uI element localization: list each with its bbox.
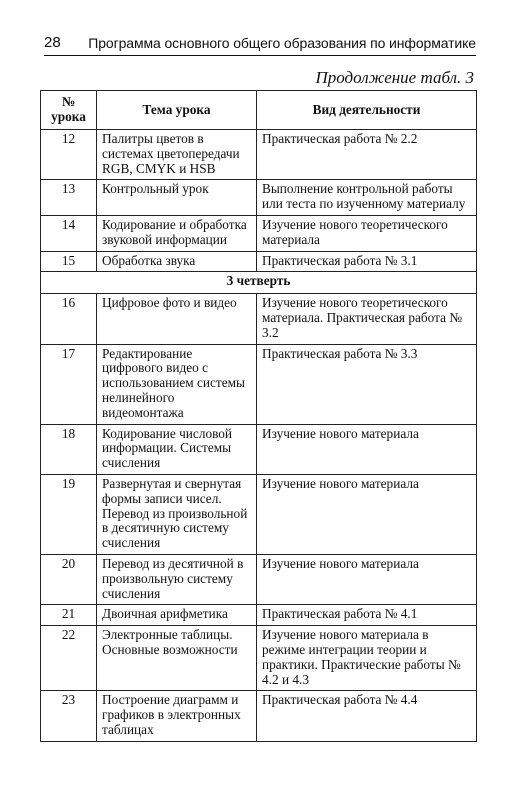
table-row	[41, 344, 477, 424]
lesson-number-cell: 21	[41, 605, 97, 626]
running-title: Программа основного общего образования по информатике	[88, 35, 476, 51]
lesson-topic-cell: Развернутая и свернутая формы записи чисел. Перевод из произвольной в десятичную систему счисления	[97, 474, 257, 554]
table-row	[41, 424, 477, 474]
lesson-topic-cell: Перевод из десятичной в произвольную систему счисления	[97, 554, 257, 604]
table-header-row	[41, 91, 477, 130]
column-header-topic: Тема урока	[97, 91, 257, 130]
table-body	[41, 130, 477, 742]
lesson-activity-cell: Изучение нового материала в режиме интеграции теории и практики. Практические работы № 4.2 и 4.3	[257, 626, 477, 691]
quarter-row	[41, 272, 477, 294]
lesson-activity-cell: Практическая работа № 4.4	[257, 691, 477, 741]
lesson-number-cell: 13	[41, 180, 97, 216]
table-row	[41, 605, 477, 626]
lesson-topic-cell: Электронные таблицы. Основные возможности	[97, 626, 257, 691]
lesson-topic-cell: Цифровое фото и видео	[97, 294, 257, 344]
lesson-topic-cell: Кодирование числовой информации. Системы счисления	[97, 424, 257, 474]
lesson-activity-cell: Практическая работа № 3.3	[257, 344, 477, 424]
lesson-number-cell: 20	[41, 554, 97, 604]
lesson-topic-cell: Обработка звука	[97, 251, 257, 272]
lesson-activity-cell: Изучение нового материала	[257, 554, 477, 604]
lesson-number-cell: 12	[41, 130, 97, 180]
lesson-number-cell: 15	[41, 251, 97, 272]
page-number: 28	[44, 34, 61, 51]
lesson-number-cell: 19	[41, 474, 97, 554]
lesson-number-cell: 16	[41, 294, 97, 344]
lesson-activity-cell: Изучение нового материала	[257, 424, 477, 474]
lesson-topic-cell: Кодирование и обработка звуковой информации	[97, 215, 257, 251]
lesson-number-cell: 17	[41, 344, 97, 424]
lesson-table	[40, 90, 477, 742]
lesson-activity-cell: Изучение нового теоретического материала	[257, 215, 477, 251]
lesson-number-cell: 14	[41, 215, 97, 251]
table-row	[41, 554, 477, 604]
lesson-activity-cell: Выполнение контрольной работы или теста по изученному материалу	[257, 180, 477, 216]
lesson-number-cell: 18	[41, 424, 97, 474]
lesson-activity-cell: Практическая работа № 2.2	[257, 130, 477, 180]
lesson-topic-cell: Построение диаграмм и графиков в электронных таблицах	[97, 691, 257, 741]
table-continuation-label: Продолжение табл. 3	[315, 68, 474, 87]
table-row	[41, 130, 477, 180]
table-row	[41, 626, 477, 691]
lesson-topic-cell: Двоичная арифметика	[97, 605, 257, 626]
column-header-number: № урока	[41, 91, 97, 130]
table-row	[41, 251, 477, 272]
table-row	[41, 691, 477, 741]
lesson-activity-cell: Изучение нового материала	[257, 474, 477, 554]
quarter-label: 3 четверть	[41, 272, 477, 294]
lesson-activity-cell: Практическая работа № 3.1	[257, 251, 477, 272]
running-header	[44, 34, 476, 56]
table-row	[41, 215, 477, 251]
lesson-activity-cell: Практическая работа № 4.1	[257, 605, 477, 626]
lesson-topic-cell: Палитры цветов в системах цветопередачи RGB, CMYK и HSB	[97, 130, 257, 180]
table-row	[41, 294, 477, 344]
lesson-number-cell: 22	[41, 626, 97, 691]
column-header-activity: Вид деятельности	[257, 91, 477, 130]
table-row	[41, 474, 477, 554]
lesson-number-cell: 23	[41, 691, 97, 741]
table-row	[41, 180, 477, 216]
lesson-topic-cell: Контрольный урок	[97, 180, 257, 216]
lesson-topic-cell: Редактирование цифрового видео с использованием системы нелинейного видеомонтажа	[97, 344, 257, 424]
lesson-activity-cell: Изучение нового теоретического материала. Практическая работа № 3.2	[257, 294, 477, 344]
